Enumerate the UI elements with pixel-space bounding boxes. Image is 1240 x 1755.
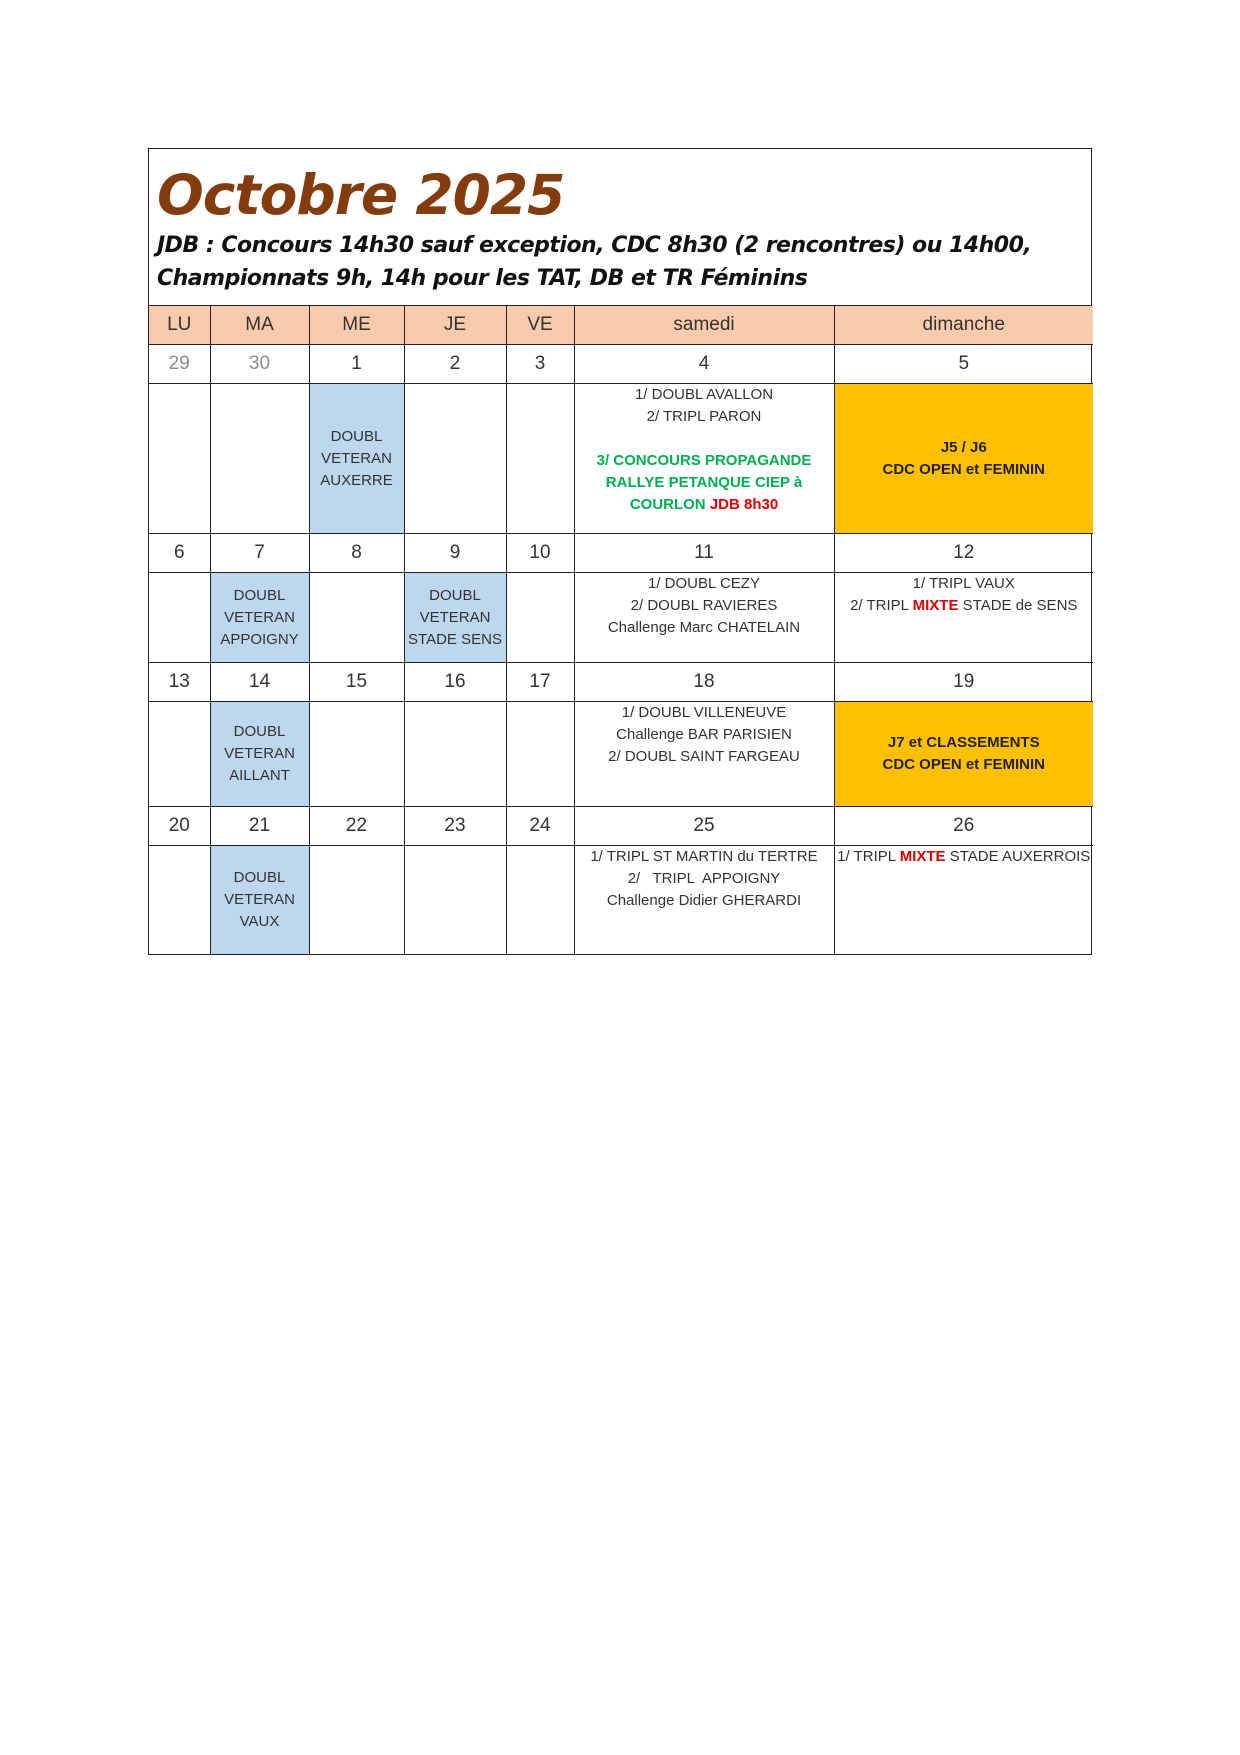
day-number: 12 (834, 534, 1093, 573)
day-number: 3 (506, 345, 574, 384)
event-cell-empty (404, 846, 506, 954)
week-1-events (149, 384, 1093, 534)
day-number: 6 (149, 534, 210, 573)
event-line: DOUBL (330, 427, 383, 445)
event-line: Challenge BAR PARISIEN (616, 726, 792, 743)
event-cell-empty (149, 702, 210, 807)
event-line: DOUBL (233, 586, 286, 604)
event-line: 2/ DOUBL RAVIERES (630, 597, 778, 614)
day-number: 29 (149, 345, 210, 384)
week-1-dates (149, 345, 1093, 384)
event-line: AILLANT (229, 767, 290, 784)
page-title: Octobre 2025 (157, 163, 565, 227)
event-line: J7 et CLASSEMENTS (887, 734, 1040, 751)
day-number: 2 (404, 345, 506, 384)
event-line-green: RALLYE PETANQUE CIEP à (605, 474, 803, 491)
event-line (575, 494, 834, 516)
event-cell-empty (404, 702, 506, 807)
subtitle-line-1: JDB : Concours 14h30 sauf exception, CDC 8h30 (2 rencontres) ou 14h00, (157, 233, 1032, 258)
week-4-events (149, 846, 1093, 954)
event-line: 1/ DOUBL VILLENEUVE (621, 704, 787, 721)
event-text: STADE AUXERROIS (949, 848, 1091, 865)
samedi-event-cell (574, 573, 834, 663)
day-number: 24 (506, 807, 574, 846)
event-line: APPOIGNY (220, 630, 299, 648)
week-2-events (149, 573, 1093, 663)
event-text-green: COURLON (629, 496, 706, 513)
weekday-me: ME (309, 306, 404, 345)
event-line: STADE SENS (408, 630, 502, 648)
event-text: 2/ TRIPL (850, 597, 909, 614)
event-line: CDC OPEN et FEMININ (882, 756, 1045, 773)
event-cell-empty (149, 573, 210, 663)
day-number: 18 (574, 663, 834, 702)
event-cell-empty (506, 384, 574, 534)
day-number: 9 (404, 534, 506, 573)
calendar-header (149, 149, 1091, 306)
day-number: 22 (309, 807, 404, 846)
event-text-red: MIXTE (912, 597, 959, 614)
dimanche-event-cell (834, 846, 1093, 954)
samedi-event-cell (574, 846, 834, 954)
week-3-dates (149, 663, 1093, 702)
day-number: 10 (506, 534, 574, 573)
calendar-table (149, 306, 1093, 954)
event-line: 1/ DOUBL CEZY (648, 575, 760, 592)
event-line: VETERAN (224, 890, 295, 908)
veteran-event-cell (404, 573, 506, 663)
spacer (575, 428, 834, 450)
day-number: 16 (404, 663, 506, 702)
day-number: 19 (834, 663, 1093, 702)
event-line (835, 595, 1094, 617)
event-line-green: 3/ CONCOURS PROPAGANDE (596, 452, 812, 469)
weekday-header-row (149, 306, 1093, 345)
day-number: 1 (309, 345, 404, 384)
week-4-dates (149, 807, 1093, 846)
event-line: 1/ TRIPL VAUX (912, 575, 1015, 592)
event-line: Challenge Marc CHATELAIN (607, 619, 801, 636)
weekday-je: JE (404, 306, 506, 345)
week-2-dates (149, 534, 1093, 573)
event-line: 2/ DOUBL SAINT FARGEAU (608, 748, 800, 765)
event-line: VETERAN (419, 608, 491, 626)
calendar-sheet (148, 148, 1092, 955)
event-line: Challenge Didier GHERARDI (606, 892, 802, 909)
subtitle-line-2: Championnats 9h, 14h pour les TAT, DB et TR Féminins (157, 266, 808, 291)
event-line: 2/ TRIPL APPOIGNY (627, 870, 781, 887)
event-cell-empty (149, 384, 210, 534)
week-3-events (149, 702, 1093, 807)
veteran-event-cell (210, 702, 309, 807)
cdc-event-cell (834, 384, 1093, 534)
event-line: CDC OPEN et FEMININ (882, 460, 1045, 478)
event-line: 1/ DOUBL AVALLON (634, 386, 774, 403)
veteran-event-cell (210, 573, 309, 663)
samedi-event-cell (574, 384, 834, 534)
event-line: J5 / J6 (940, 438, 987, 456)
day-number: 7 (210, 534, 309, 573)
day-number: 20 (149, 807, 210, 846)
event-cell-empty (506, 702, 574, 807)
event-text: 1/ TRIPL (837, 848, 896, 865)
event-text: STADE de SENS (962, 597, 1078, 614)
day-number: 17 (506, 663, 574, 702)
day-number: 4 (574, 345, 834, 384)
event-cell-empty (149, 846, 210, 954)
veteran-event-cell (210, 846, 309, 954)
veteran-event-cell (309, 384, 404, 534)
day-number: 21 (210, 807, 309, 846)
weekday-dimanche: dimanche (834, 306, 1093, 345)
weekday-ma: MA (210, 306, 309, 345)
day-number: 23 (404, 807, 506, 846)
event-line (835, 846, 1094, 868)
event-line: AUXERRE (320, 471, 393, 489)
event-cell-empty (506, 846, 574, 954)
dimanche-event-cell (834, 573, 1093, 663)
day-number: 25 (574, 807, 834, 846)
samedi-event-cell (574, 702, 834, 807)
day-number: 15 (309, 663, 404, 702)
event-text-red: MIXTE (899, 848, 946, 865)
event-line: 2/ TRIPL PARON (646, 408, 762, 425)
event-cell-empty (309, 573, 404, 663)
day-number: 13 (149, 663, 210, 702)
event-line: DOUBL (429, 586, 481, 604)
weekday-ve: VE (506, 306, 574, 345)
event-cell-empty (210, 384, 309, 534)
event-line: VAUX (239, 912, 280, 930)
event-line: DOUBL (233, 868, 286, 886)
event-cell-empty (309, 846, 404, 954)
event-line: VETERAN (321, 449, 392, 467)
event-cell-empty (309, 702, 404, 807)
day-number: 8 (309, 534, 404, 573)
weekday-samedi: samedi (574, 306, 834, 345)
day-number: 30 (210, 345, 309, 384)
day-number: 26 (834, 807, 1093, 846)
event-cell-empty (404, 384, 506, 534)
event-line: 1/ TRIPL ST MARTIN du TERTRE (590, 848, 818, 865)
event-text-red: JDB 8h30 (709, 496, 779, 513)
event-line: DOUBL (233, 723, 286, 740)
cdc-event-cell (834, 702, 1093, 807)
day-number: 14 (210, 663, 309, 702)
day-number: 5 (834, 345, 1093, 384)
event-line: VETERAN (224, 608, 295, 626)
day-number: 11 (574, 534, 834, 573)
event-cell-empty (506, 573, 574, 663)
event-line: VETERAN (224, 745, 295, 762)
weekday-lu: LU (149, 306, 210, 345)
